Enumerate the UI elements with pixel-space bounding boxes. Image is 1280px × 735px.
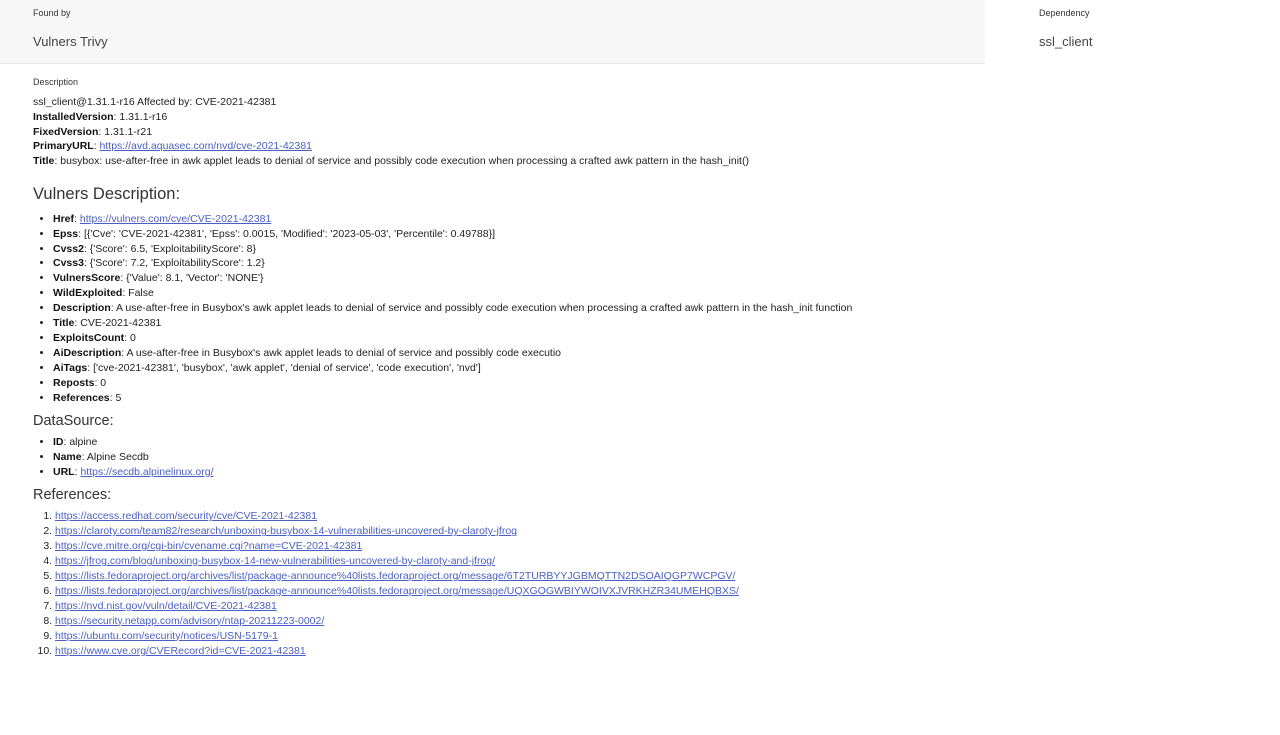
item-key: Cvss3 xyxy=(53,257,84,270)
item-key: Name xyxy=(53,450,82,463)
description-label: Description xyxy=(33,77,79,87)
item-key: ID xyxy=(53,436,64,449)
item-key: Href xyxy=(53,212,75,225)
item-value: : ['cve-2021-42381', 'busybox', 'awk applet', 'denial of service', 'code execution', 'nvd'] xyxy=(87,361,481,374)
reference-link[interactable]: https://ubuntu.com/security/notices/USN-5179-1 xyxy=(55,629,278,642)
fixed-version-value: : 1.31.1-r21 xyxy=(98,125,153,138)
fixed-version-key: FixedVersion xyxy=(33,125,99,138)
reference-item xyxy=(55,569,1280,584)
item-value: : False xyxy=(122,287,154,300)
vulners-description-list xyxy=(33,212,1280,406)
item-key: References xyxy=(53,391,110,404)
reference-item xyxy=(55,524,1280,539)
item-key: Title xyxy=(53,317,75,330)
item-value: : A use-after-free in Busybox's awk applet leads to denial of service and possibly code executio xyxy=(121,346,562,359)
item-key: AiDescription xyxy=(53,346,122,359)
dependency-label: Dependency xyxy=(1039,8,1090,18)
dependency-value: ssl_client xyxy=(1039,33,1093,49)
reference-link[interactable]: https://lists.fedoraproject.org/archives/list/package-announce%40lists.fedoraproject.org/message/6T2TURBYYJGBMQTTN2DSOAIQGP7WCPGV/ xyxy=(55,570,736,582)
reference-link[interactable]: https://claroty.com/team82/research/unboxing-busybox-14-vulnerabilities-uncovered-by-claroty-jfrog xyxy=(55,525,518,538)
primary-url-line xyxy=(33,139,1280,154)
references-heading: References: xyxy=(33,486,112,503)
item-value: : CVE-2021-42381 xyxy=(74,317,162,330)
reference-link[interactable]: https://cve.mitre.org/cgi-bin/cvename.cgi?name=CVE-2021-42381 xyxy=(55,540,363,553)
vulners-description-heading: Vulners Description: xyxy=(33,185,181,204)
item-value: : {'Score': 6.5, 'ExploitabilityScore': 8} xyxy=(83,242,256,255)
item-value: : A use-after-free in Busybox's awk applet leads to denial of service and possibly code execution when processing a crafted awk pattern in the hash_init function xyxy=(110,302,853,315)
reference-link[interactable]: https://nvd.nist.gov/vuln/detail/CVE-2021-42381 xyxy=(55,599,277,612)
list-item xyxy=(53,256,1280,271)
item-value: : {'Score': 7.2, 'ExploitabilityScore': 1.2} xyxy=(83,257,265,270)
primary-url-link[interactable]: https://avd.aquasec.com/nvd/cve-2021-42381 xyxy=(99,140,313,153)
reference-item xyxy=(55,599,1280,614)
item-key: AiTags xyxy=(53,361,88,374)
item-value: : 0 xyxy=(94,376,107,389)
reference-link[interactable]: https://access.redhat.com/security/cve/CVE-2021-42381 xyxy=(55,510,318,523)
item-value: : alpine xyxy=(63,436,98,449)
reference-link[interactable]: https://security.netapp.com/advisory/ntap-20211223-0002/ xyxy=(55,614,325,627)
list-item xyxy=(53,465,1280,480)
found-by-cell xyxy=(0,0,985,64)
item-sep: : xyxy=(74,212,80,225)
item-key: URL xyxy=(53,465,75,478)
datasource-list xyxy=(33,435,1280,480)
list-item xyxy=(53,450,1280,465)
item-key: Epss xyxy=(53,227,79,240)
list-item xyxy=(53,242,1280,257)
item-sep: : xyxy=(74,465,81,478)
list-item xyxy=(53,391,1280,406)
reference-item xyxy=(55,614,1280,629)
item-key: VulnersScore xyxy=(53,272,121,285)
datasource-heading: DataSource: xyxy=(33,412,114,429)
list-item xyxy=(53,271,1280,286)
reference-item xyxy=(55,509,1280,524)
item-key: Description xyxy=(53,302,111,315)
header-row xyxy=(0,0,1280,64)
installed-version-value: : 1.31.1-r16 xyxy=(113,110,168,123)
list-item xyxy=(53,435,1280,450)
item-value: : 0 xyxy=(124,331,136,344)
installed-version-key: InstalledVersion xyxy=(33,110,114,123)
primary-url-key: PrimaryURL xyxy=(33,140,94,153)
list-item xyxy=(53,227,1280,242)
reference-item xyxy=(55,539,1280,554)
reference-link[interactable]: https://lists.fedoraproject.org/archives/list/package-announce%40lists.fedoraproject.org/message/UQXGOGWBIYWOIVXJVRKHZR34UMEHQBXS/ xyxy=(55,584,739,597)
item-value: : {'Value': 8.1, 'Vector': 'NONE'} xyxy=(120,272,264,285)
dependency-cell xyxy=(985,0,1280,64)
reference-item xyxy=(55,629,1280,644)
reference-item xyxy=(55,584,1280,599)
reference-item xyxy=(55,554,1280,569)
primary-url-sep: : xyxy=(93,140,100,153)
item-value: : [{'Cve': 'CVE-2021-42381', 'Epss': 0.0015, 'Modified': '2023-05-03', 'Percentile': 0.49788}] xyxy=(78,227,496,240)
list-item xyxy=(53,361,1280,376)
list-item xyxy=(53,376,1280,391)
item-key: Reposts xyxy=(53,376,95,389)
list-item xyxy=(53,301,1280,316)
list-item xyxy=(53,346,1280,361)
title-line xyxy=(33,154,1280,169)
fixed-version-line xyxy=(33,125,1280,140)
reference-link[interactable]: https://www.cve.org/CVERecord?id=CVE-2021-42381 xyxy=(55,644,306,657)
item-link[interactable]: https://vulners.com/cve/CVE-2021-42381 xyxy=(79,212,272,225)
reference-item xyxy=(55,644,1280,659)
list-item xyxy=(53,316,1280,331)
list-item xyxy=(53,212,1280,227)
item-key: WildExploited xyxy=(53,287,123,300)
item-key: ExploitsCount xyxy=(53,331,125,344)
item-key: Cvss2 xyxy=(53,242,84,255)
found-by-value: Vulners Trivy xyxy=(33,33,108,49)
item-value: : Alpine Secdb xyxy=(81,450,149,463)
list-item xyxy=(53,331,1280,346)
title-key: Title xyxy=(33,155,55,168)
item-link[interactable]: https://secdb.alpinelinux.org/ xyxy=(80,465,214,478)
found-by-label: Found by xyxy=(33,8,71,18)
details-content xyxy=(0,76,1280,658)
title-value: : busybox: use-after-free in awk applet leads to denial of service and possibly code execution when processing a crafted awk pattern in the hash_init() xyxy=(54,155,749,168)
references-list xyxy=(33,509,1280,658)
description-affected-line: ssl_client@1.31.1-r16 Affected by: CVE-2021-42381 xyxy=(33,95,277,108)
reference-link[interactable]: https://jfrog.com/blog/unboxing-busybox-14-new-vulnerabilities-uncovered-by-claroty-and-jfrog/ xyxy=(55,555,496,568)
installed-version-line xyxy=(33,110,1280,125)
list-item xyxy=(53,286,1280,301)
item-value: : 5 xyxy=(109,391,122,404)
